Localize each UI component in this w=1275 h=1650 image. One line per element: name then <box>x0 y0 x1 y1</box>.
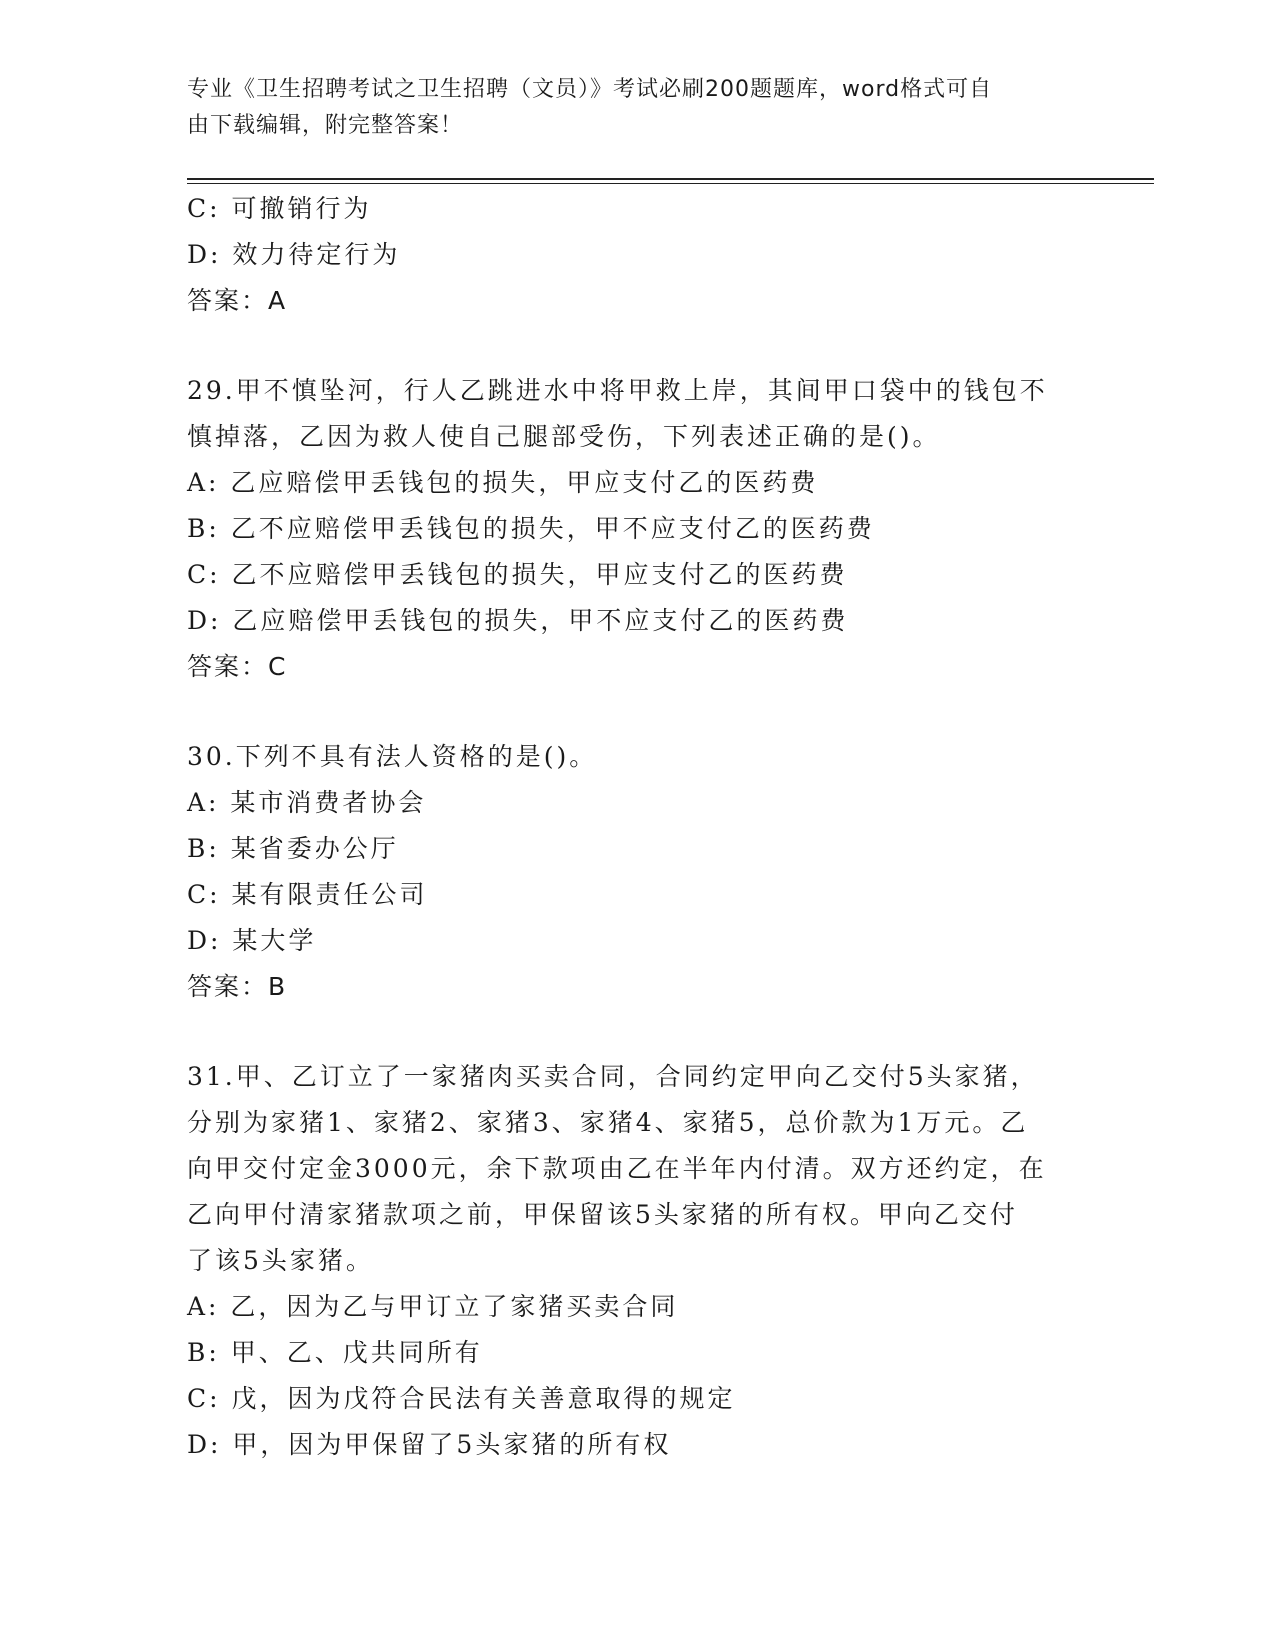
option-b: B: 某省委办公厅 <box>187 834 399 863</box>
question-stem-line: 慎掉落，乙因为救人使自己腿部受伤，下列表述正确的是()。 <box>187 422 941 451</box>
question-stem-line: 乙向甲付清家猪款项之前，甲保留该5头家猪的所有权。甲向乙交付 <box>187 1200 1018 1229</box>
option-c: C: 某有限责任公司 <box>187 880 428 909</box>
option-d: D: 甲，因为甲保留了5头家猪的所有权 <box>187 1430 672 1459</box>
question-stem-line: 向甲交付定金3000元，余下款项由乙在半年内付清。双方还约定，在 <box>187 1154 1047 1183</box>
option-a: A: 乙，因为乙与甲订立了家猪买卖合同 <box>187 1292 679 1321</box>
document-header <box>187 72 1067 144</box>
option-c: C: 可撤销行为 <box>187 194 372 223</box>
option-c: C: 乙不应赔偿甲丢钱包的损失，甲应支付乙的医药费 <box>187 560 848 589</box>
option-d: D: 效力待定行为 <box>187 240 401 269</box>
question-stem-line: 30.下列不具有法人资格的是()。 <box>187 742 598 771</box>
header-line-2: 由下载编辑，附完整答案！ <box>187 113 464 138</box>
option-b: B: 乙不应赔偿甲丢钱包的损失，甲不应支付乙的医药费 <box>187 514 875 543</box>
option-d: D: 乙应赔偿甲丢钱包的损失，甲不应支付乙的医药费 <box>187 606 849 635</box>
header-divider-thick <box>187 178 1154 180</box>
question-stem-line: 了该5头家猪。 <box>187 1246 374 1275</box>
header-line-1: 专业《卫生招聘考试之卫生招聘（文员）》考试必刷200题题库，word格式可自 <box>187 77 993 102</box>
option-a: A: 乙应赔偿甲丢钱包的损失，甲应支付乙的医药费 <box>187 468 819 497</box>
question-stem-line: 分别为家猪1、家猪2、家猪3、家猪4、家猪5，总价款为1万元。乙 <box>187 1108 1029 1137</box>
question-30 <box>187 734 1087 1010</box>
option-c: C: 戊，因为戊符合民法有关善意取得的规定 <box>187 1384 736 1413</box>
question-stem-line: 31.甲、乙订立了一家猪肉买卖合同，合同约定甲向乙交付5头家猪， <box>187 1062 1039 1091</box>
answer-line: 答案：C <box>187 652 288 681</box>
question-stem-line: 29.甲不慎坠河，行人乙跳进水中将甲救上岸，其间甲口袋中的钱包不 <box>187 376 1048 405</box>
option-b: B: 甲、乙、戊共同所有 <box>187 1338 483 1367</box>
question-31 <box>187 1054 1087 1468</box>
question-28-continuation <box>187 186 1087 324</box>
document-body <box>187 186 1087 1468</box>
option-d: D: 某大学 <box>187 926 317 955</box>
header-divider-thin <box>187 183 1154 184</box>
option-a: A: 某市消费者协会 <box>187 788 427 817</box>
answer-line: 答案：B <box>187 972 288 1001</box>
question-29 <box>187 368 1087 690</box>
answer-line: 答案：A <box>187 286 288 315</box>
